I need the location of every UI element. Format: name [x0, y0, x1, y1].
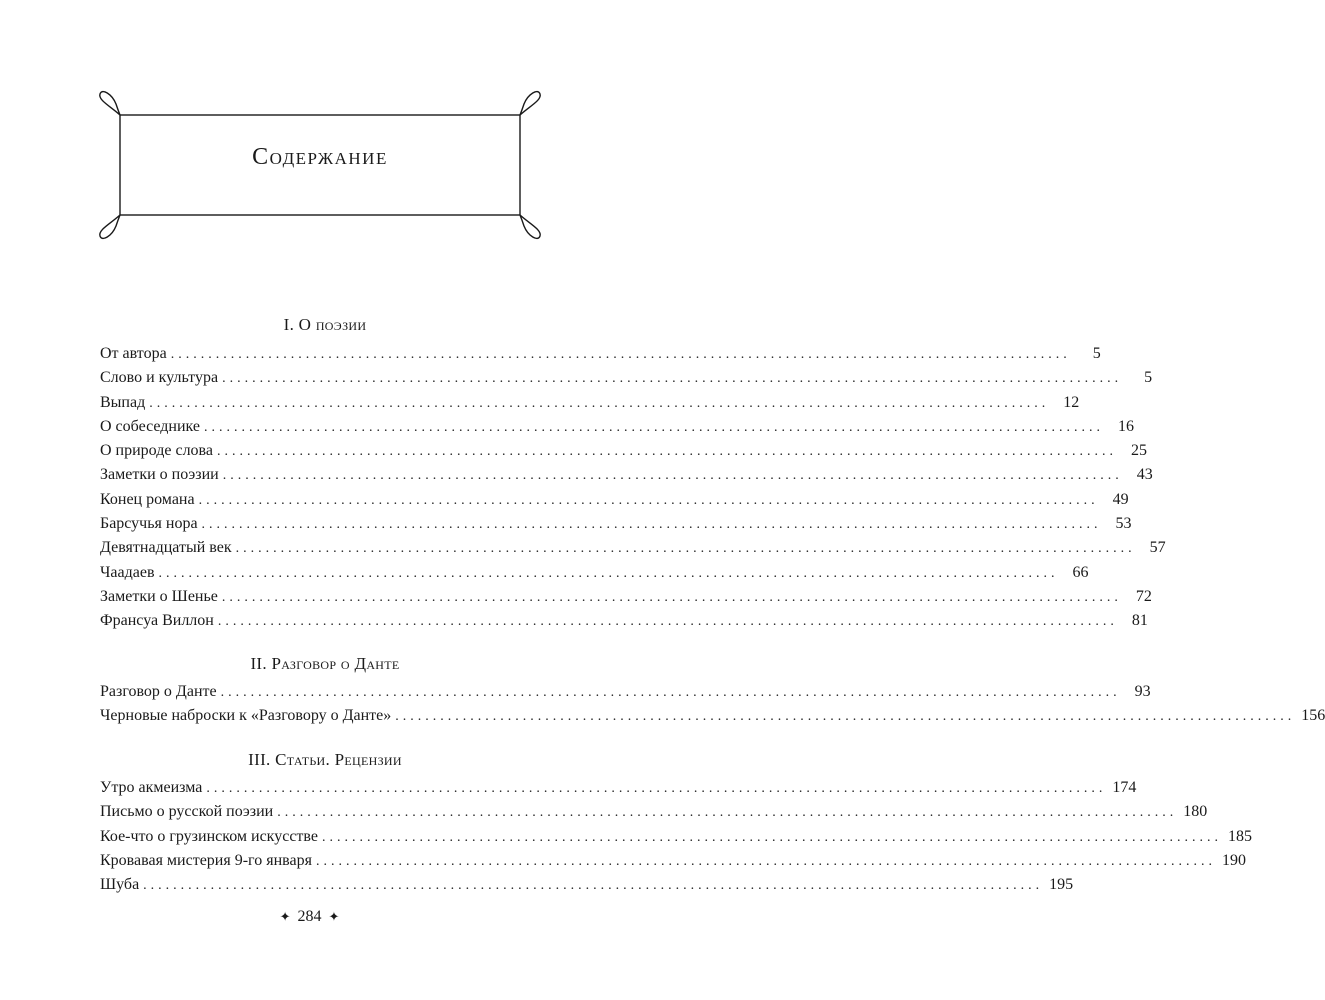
ornament-right-icon: ✦ — [328, 909, 340, 924]
dot-leader: ........................................................................................................................ — [221, 589, 1122, 605]
toc-entry-page: 12 — [1063, 393, 1080, 411]
toc-entry-page: 81 — [1131, 612, 1148, 630]
toc-entry-title: Девятнадцатый век — [100, 539, 232, 557]
dot-leader: ........................................................................................................................ — [321, 829, 1222, 845]
toc-entry[interactable] — [100, 776, 1137, 800]
toc-entry[interactable] — [100, 561, 1089, 585]
section-title-2: II. Разговор о Данте — [250, 654, 400, 673]
toc-entry[interactable] — [100, 512, 1132, 536]
toc-entry-title: Барсучья нора — [100, 515, 198, 533]
toc-entry[interactable] — [100, 463, 1153, 487]
toc-entry-page: 66 — [1072, 563, 1089, 581]
toc-entry[interactable] — [100, 825, 1252, 849]
toc-entry-page: 174 — [1112, 779, 1137, 796]
dot-leader: ........................................................................................................................ — [198, 492, 1099, 508]
toc-entry[interactable] — [100, 585, 1152, 609]
toc-entry-title: Франсуа Виллон — [100, 612, 214, 630]
toc-entry-title: Утро акмеизма — [100, 779, 203, 796]
toc-section-2 — [100, 680, 1325, 729]
toc-entry-title: Кровавая мистерия 9-го января — [100, 851, 312, 869]
toc-entry[interactable] — [100, 391, 1080, 415]
toc-entry[interactable] — [100, 609, 1148, 633]
toc-entry-page: 185 — [1227, 827, 1252, 845]
toc-entry-title: Заметки о поэзии — [100, 466, 219, 484]
dot-leader: ........................................................................................................................ — [143, 878, 1044, 894]
toc-entry[interactable] — [100, 342, 1101, 366]
toc-entry-title: О природе слова — [100, 442, 213, 460]
dot-leader: ........................................................................................................................ — [222, 371, 1123, 387]
toc-entry-page: 190 — [1221, 851, 1246, 869]
section-title-3: III. Статьи. Рецензии — [248, 750, 402, 769]
toc-entry-page: 5 — [1144, 369, 1153, 387]
toc-entry-page: 25 — [1131, 442, 1147, 460]
toc-entry-title: Кое-что о грузинском искусстве — [100, 827, 318, 845]
dot-leader: ........................................................................................................................ — [201, 517, 1102, 533]
toc-entry-page: 72 — [1135, 587, 1152, 605]
dot-leader: ........................................................................................................................ — [277, 805, 1178, 821]
dot-leader: ........................................................................................................................ — [315, 853, 1216, 869]
toc-entry-title: Заметки о Шенье — [100, 587, 218, 605]
toc-entry[interactable] — [100, 704, 1325, 728]
toc-entry[interactable] — [100, 488, 1129, 512]
toc-entry-title: Конец романа — [100, 490, 195, 508]
dot-leader: ........................................................................................................................ — [217, 444, 1117, 460]
toc-entry[interactable] — [100, 366, 1153, 390]
toc-entry-page: 195 — [1049, 876, 1074, 894]
dot-leader: ........................................................................................................................ — [149, 395, 1050, 411]
toc-entry-title: Слово и культура — [100, 369, 219, 387]
toc-entry-title: Чаадаев — [100, 563, 155, 581]
toc-entry[interactable] — [100, 680, 1151, 704]
toc-entry-title: Шуба — [100, 876, 140, 894]
toc-entry[interactable] — [100, 849, 1246, 873]
page-title: Содержание — [252, 144, 388, 170]
dot-leader: ........................................................................................................................ — [217, 614, 1118, 630]
toc-entry-page: 57 — [1149, 539, 1166, 557]
dot-leader: ........................................................................................................................ — [158, 565, 1059, 581]
toc-entry[interactable] — [100, 536, 1166, 560]
toc-section-3 — [100, 776, 1252, 897]
toc-entry-title: Письмо о русской поэзии — [100, 803, 274, 821]
toc-entry-page: 156 — [1301, 707, 1325, 725]
dot-leader: ........................................................................................................................ — [222, 468, 1123, 484]
toc-entry-title: Черновые наброски к «Разговору о Данте» — [100, 707, 392, 725]
toc-entry-page: 5 — [1092, 345, 1101, 362]
dot-leader: ........................................................................................................................ — [395, 709, 1296, 725]
toc-entry[interactable] — [100, 800, 1208, 824]
toc-entry-title: От автора — [100, 345, 167, 362]
toc-entry-page: 16 — [1118, 417, 1135, 435]
toc-entry-page: 43 — [1136, 466, 1153, 484]
toc-entry-title: О собеседнике — [100, 417, 201, 435]
toc-entry-page: 49 — [1112, 490, 1129, 508]
dot-leader: ........................................................................................................................ — [220, 685, 1121, 700]
ornament-left-icon: ✦ — [279, 909, 291, 924]
toc-entry-page: 93 — [1134, 683, 1151, 700]
toc-entry-page: 53 — [1115, 515, 1132, 533]
section-title-1: I. О поэзии — [283, 315, 367, 334]
toc-section-1 — [100, 342, 1166, 634]
toc-entry[interactable] — [100, 439, 1147, 463]
dot-leader: ........................................................................................................................ — [206, 781, 1107, 796]
toc-entry-page: 180 — [1183, 803, 1208, 821]
corner-flourish-bottom-left — [100, 215, 120, 238]
toc-entry[interactable] — [100, 415, 1135, 439]
page-footer — [0, 908, 619, 926]
corner-flourish-top-left — [100, 92, 120, 115]
toc-entry-title: Разговор о Данте — [100, 683, 217, 700]
page-number: 284 — [297, 908, 322, 925]
toc-entry[interactable] — [100, 873, 1074, 897]
dot-leader: ........................................................................................................................ — [204, 419, 1105, 435]
dot-leader: ........................................................................................................................ — [170, 347, 1071, 362]
corner-flourish-bottom-right — [520, 215, 540, 238]
toc-entry-title: Выпад — [100, 393, 146, 411]
corner-flourish-top-right — [520, 92, 540, 115]
dot-leader: ........................................................................................................................ — [235, 541, 1136, 557]
